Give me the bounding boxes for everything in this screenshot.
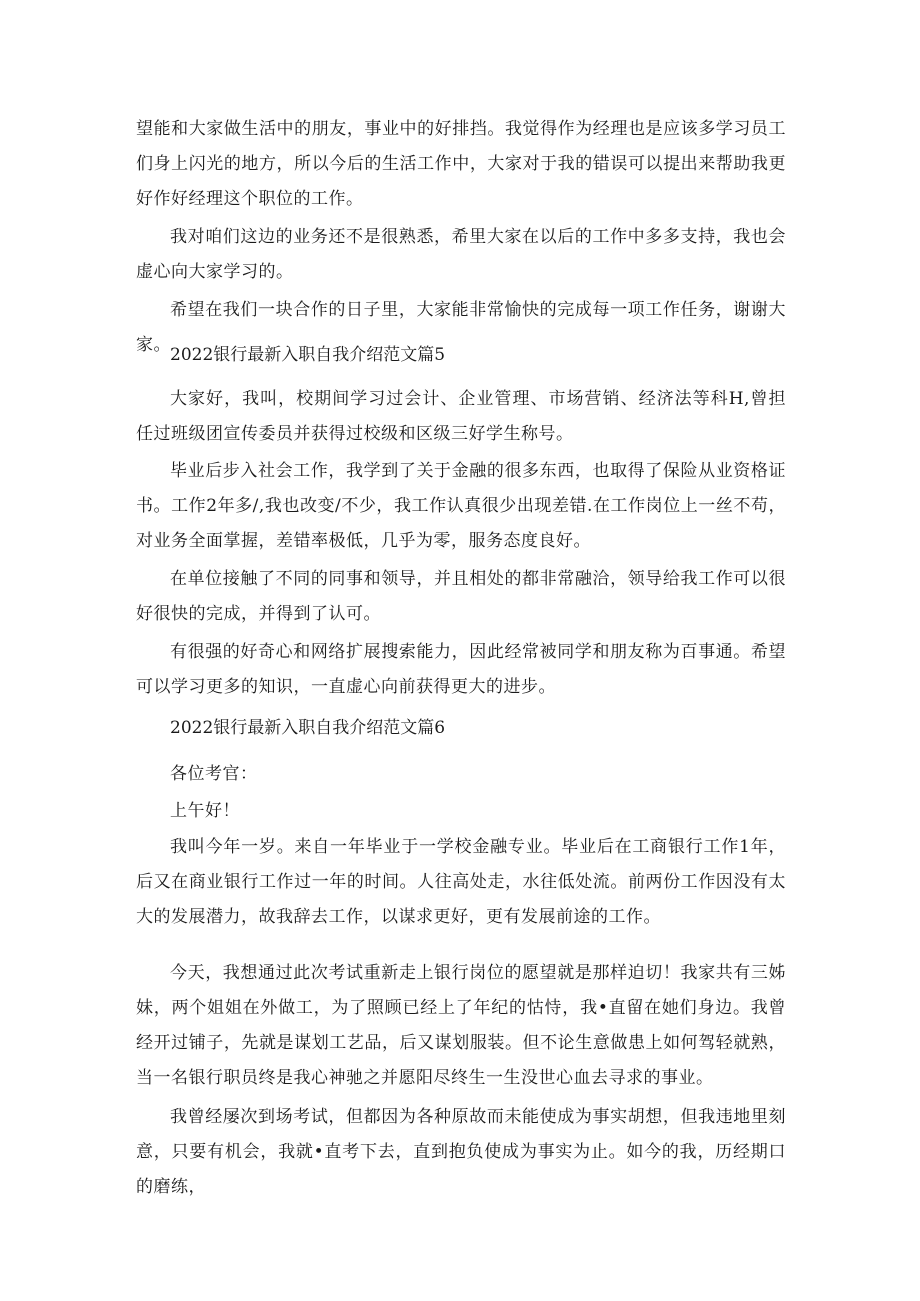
paragraph-1: 望能和大家做生活中的朋友，事业中的好排挡。我觉得作为经理也是应该多学习员工们身上闪光的地方，所以今后的生活工作中，大家对于我的错误可以提出来帮助我更好作好经理这个职位的工作。: [136, 119, 786, 209]
paragraph-3: 希望在我们一块合作的日子里，大家能非常愉快的完成每一项工作任务，谢谢大家。: [136, 300, 786, 355]
section-heading-5: 2022银行最新入职自我介绍范文篇5: [170, 345, 446, 365]
paragraph-6: 在单位接触了不同的同事和领导，并且相处的都非常融洽，领导给我工作可以很好很快的完成，并得到了认可。: [136, 569, 786, 624]
paragraph-5: 毕业后步入社会工作，我学到了关于金融的很多东西，也取得了保险从业资格证书。工作2年多/,我也改变/不少，我工作认真很少出现差错.在工作岗位上一丝不苟，对业务全面掌握，差错率极低，几乎为零，服务态度良好。: [136, 461, 786, 551]
paragraph-10: 我叫今年一岁。来自一年毕业于一学校金融专业。毕业后在工商银行工作1年，后又在商业银行工作过一年的时间。人往高处走，水往低处流。前两份工作因没有太大的发展潜力，故我辞去工作，以谋求更好，更有发展前途的工作。: [136, 837, 786, 927]
paragraph-7: 有很强的好奇心和网络扩展搜索能力，因此经常被同学和朋友称为百事通。希望可以学习更多的知识，一直虚心向前获得更大的进步。: [136, 642, 786, 697]
paragraph-11: 今天，我想通过此次考试重新走上银行岗位的愿望就是那样迫切！我家共有三姊妹，两个姐姐在外做工，为了照顾已经上了年纪的怙恃，我•直留在她们身边。我曾经开过铺子，先就是谋划工艺品，后又谋划服装。但不论生意做患上如何驾轻就熟，当一名银行职员终是我心神驰之并愿阳尽终生一生没世心血去寻求的事业。: [136, 963, 786, 1088]
paragraph-8: 各位考官：: [170, 764, 258, 784]
section-heading-6: 2022银行最新入职自我介绍范文篇6: [170, 718, 446, 738]
paragraph-2: 我对咱们这边的业务还不是很熟悉，希里大家在以后的工作中多多支持，我也会虚心向大家学习的。: [136, 227, 786, 282]
paragraph-12: 我曾经屡次到场考试，但都因为各种原故而未能使成为事实胡想，但我违地里刻意，只要有机会，我就•直考下去，直到抱负使成为事实为止。如今的我，历经期口的磨练，: [136, 1107, 786, 1197]
paragraph-9: 上午好！: [170, 801, 240, 821]
paragraph-4: 大家好，我叫，校期间学习过会计、企业管理、市场营销、经济法等科H,曾担任过班级团宣传委员并获得过校级和区级三好学生称号。: [136, 389, 786, 444]
